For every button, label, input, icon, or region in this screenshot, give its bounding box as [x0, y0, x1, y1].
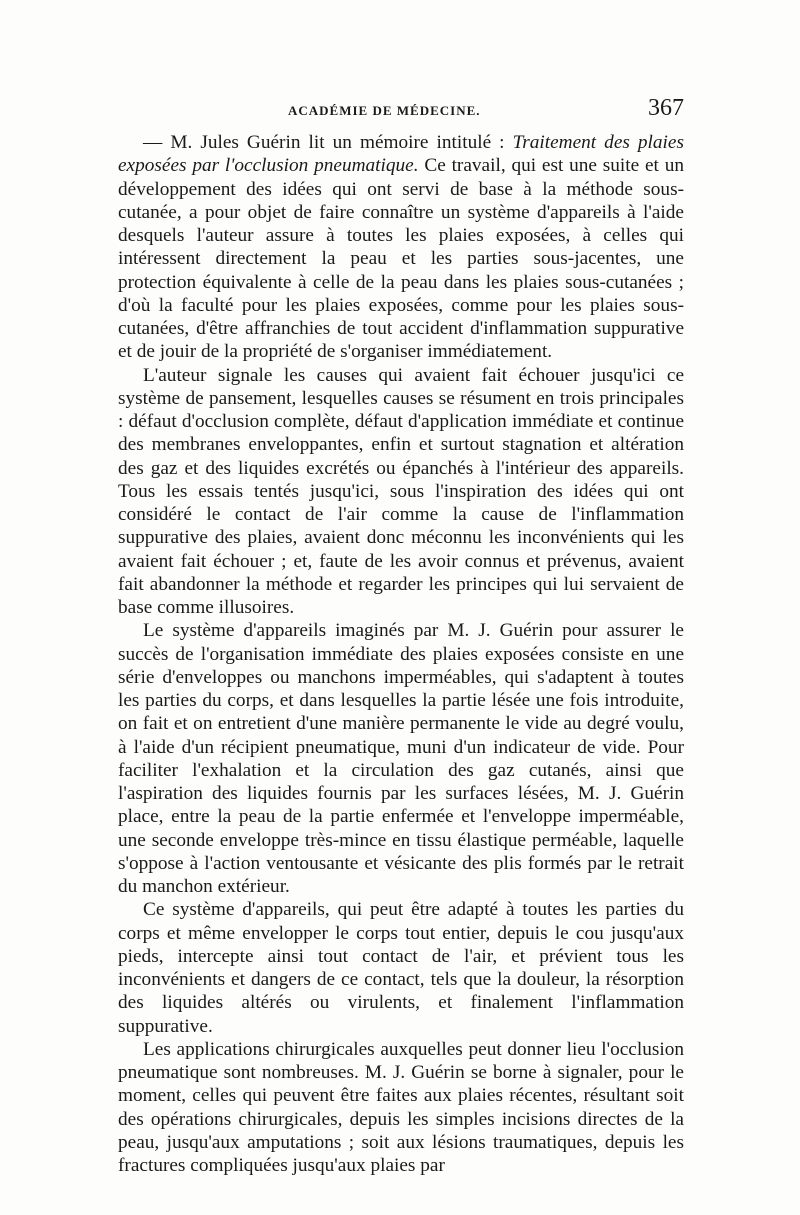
running-title: ACADÉMIE DE MÉDECINE.: [288, 103, 481, 118]
paragraph-1-rest: Ce travail, qui est une suite et un développement des idées qui ont servi de base à la méthode sous-cutanée, a pour objet de faire connaître un système d'appareils à l'aide desquels l'auteur assure à toutes les plaies exposées, à celles qui intéressent directement la peau et les parties sous-jacentes, une protection équivalente à celle de la peau dans les plaies sous-cutanées ; d'où la faculté pour les plaies exposées, comme pour les plaies sous-cutanées, d'être affranchies de tout accident d'inflammation suppurative et de jouir de la propriété de s'organiser immédiatement.: [118, 155, 684, 363]
paragraph-4: Ce système d'appareils, qui peut être adapté à toutes les parties du corps et même envelopper le corps tout entier, depuis le cou jusqu'aux pieds, intercepte ainsi tout contact de l'air, et prévient tous les inconvénients et dangers de ce contact, tels que la douleur, la résorption des liquides altérés ou virulents, et finalement l'inflammation suppurative.: [118, 899, 684, 1037]
paragraph-1: [118, 131, 684, 364]
page-number: 367: [648, 95, 684, 121]
paragraph-3: Le système d'appareils imaginés par M. J. Guérin pour assurer le succès de l'organisation immédiate des plaies exposées consiste en une série d'enveloppes ou manchons imperméables, qui s'adaptent à toutes les parties du corps, et dans lesquelles la partie lésée une fois introduite, on fait et on entretient d'une manière permanente le vide au degré voulu, à l'aide d'un récipient pneumatique, muni d'un indicateur de vide. Pour faciliter l'exhalation et la circulation des gaz cutanés, ainsi que l'aspiration des liquides fournis par les surfaces lésées, M. J. Guérin place, entre la peau de la partie enfermée et l'enveloppe imperméable, une seconde enveloppe très-mince en tissu élastique perméable, laquelle s'oppose à l'action ventousante et vésicante des plis formés par le retrait du manchon extérieur.: [118, 620, 684, 897]
paragraph-1-lead: — M. Jules Guérin lit un mémoire intitulé :: [143, 132, 513, 153]
body-text: [118, 131, 684, 1177]
running-head: [118, 95, 686, 125]
paragraph-2: L'auteur signale les causes qui avaient fait échouer jusqu'ici ce système de pansement, lesquelles causes se résument en trois principales : défaut d'occlusion complète, défaut d'application immédiate et continue des membranes enveloppantes, enfin et surtout stagnation et altération des gaz et des liquides excrétés ou épanchés à l'intérieur des appareils. Tous les essais tentés jusqu'ici, sous l'inspiration des idées qui ont considéré le contact de l'air comme la cause de l'inflammation suppurative des plaies, avaient donc méconnu les inconvénients qui les avaient fait échouer ; et, faute de les avoir connus et prévenus, avaient fait abandonner la méthode et regarder les principes qui lui servaient de base comme illusoires.: [118, 364, 684, 618]
memoir-title: Traitement des plaies exposées par l'occlusion pneumatique.: [118, 132, 684, 177]
paragraph-5: Les applications chirurgicales auxquelles peut donner lieu l'occlusion pneumatique sont nombreuses. M. J. Guérin se borne à signaler, pour le moment, celles qui peuvent être faites aux plaies récentes, résultant soit des opérations chirurgicales, depuis les simples incisions directes de la peau, jusqu'aux amputations ; soit aux lésions traumatiques, depuis les fractures compliquées jusqu'aux plaies par: [118, 1038, 684, 1176]
